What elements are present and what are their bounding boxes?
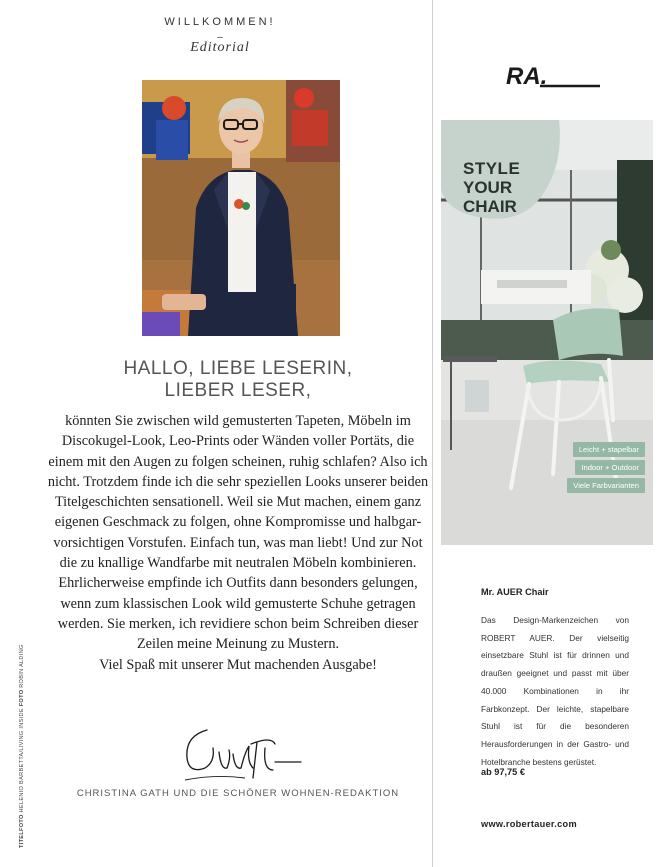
editor-portrait-photo <box>142 80 340 336</box>
section-kicker: WILLKOMMEN! <box>164 16 276 28</box>
advertisement-column <box>433 0 666 867</box>
badge-light-stackable: Leicht + stapelbar <box>573 442 645 457</box>
credit-text-photo: ROBIN ALDING <box>19 644 25 688</box>
ad-headline-line-2: YOUR <box>463 178 513 197</box>
credit-text-cover: HELENIO BARBETTA/LIVING INSIDE <box>19 708 25 813</box>
robert-auer-logo <box>504 62 616 92</box>
portrait-illustration <box>142 80 340 336</box>
photo-credit-vertical <box>19 548 25 848</box>
advertiser-url[interactable]: www.robertauer.com <box>481 819 577 829</box>
logo-wordmark: RA. <box>506 63 548 90</box>
badge-indoor-outdoor: Indoor + Outdoor <box>575 460 645 475</box>
ad-headline-line-1: STYLE <box>463 159 521 178</box>
editor-signature <box>175 722 305 788</box>
headline-line-2: LIEBER LESER, <box>164 380 312 401</box>
badge-color-variants: Viele Farbvarianten <box>567 478 645 493</box>
credit-label-photo: FOTO <box>19 689 25 707</box>
feature-badges <box>567 442 645 493</box>
kicker-dash: – <box>217 32 223 43</box>
body-paragraph: könnten Sie zwischen wild gemusterten Tapeten, Möbeln im Discokugel-Look, Leo-Prints oder Wänden voller Portäts, die einem mit den Augen zu folgen scheinen, ruhig schlafen? Also ich nicht. Trotzdem finde ich die sehr speziellen Looks unserer beiden Titelgeschichten sensationell. Weil sie Mut machen, einem ganz eigenen Geschmack zu folgen, ohne Kompromisse und halbgar-vorsichtigen Vorstufen. Einfach tun, was man liebt! Und zur Not die zu knallige Wandfarbe mit neutralen Möbeln kombinieren. Ehrlicherweise empfinde ich Outfits dann besonders gelungen, wenn zum klassischen Look wild gemusterte Schuhe getragen werden. Sie merken, ich revidiere schon beim Schreiben dieser Zeilen meine Meinung zu Mustern. <box>47 413 429 653</box>
editorial-body-text <box>46 411 430 675</box>
ad-headline-line-3: CHAIR <box>463 197 517 216</box>
editorial-headline <box>0 358 476 402</box>
product-price: ab 97,75 € <box>481 767 525 777</box>
editor-credit-line: CHRISTINA GATH UND DIE SCHÖNER WOHNEN-REDAKTION <box>76 788 400 799</box>
closing-line: Viel Spaß mit unserer Mut machenden Ausgabe! <box>99 656 377 673</box>
product-description: Das Design-Markenzeichen von ROBERT AUER. Der vielseitig einsetzbare Stuhl ist für drinnen und draußen geeignet und passt mit über 40.000 Kombinationen in ihr Farbkonzept. Der leichte, stapelbare Stuhl ist für die besonderen Herausforderungen in der Gastro- und Hotelbranche bestens gerüstet. <box>481 615 629 767</box>
signature-drawing <box>175 722 305 788</box>
headline-line-1: HALLO, LIEBE LESERIN, <box>123 358 353 379</box>
product-name: Mr. AUER Chair <box>481 587 549 597</box>
ad-product-image <box>441 120 653 545</box>
section-rubric: Editorial <box>190 40 250 55</box>
brand-logo-mark <box>504 62 616 92</box>
credit-label-cover: TITELFOTO <box>19 814 25 848</box>
